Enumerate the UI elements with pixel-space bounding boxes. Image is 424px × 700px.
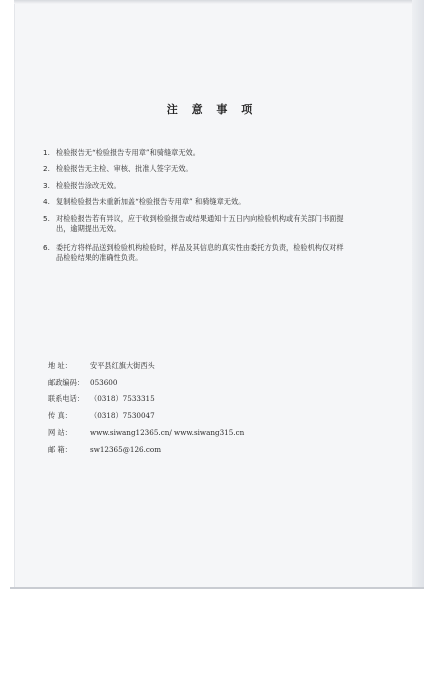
contact-value: 安平县红旗大街西头 <box>90 361 155 370</box>
contact-label: 网 站： <box>48 428 72 437</box>
scan-top-edge <box>14 0 420 4</box>
note-number: 4. <box>43 197 50 206</box>
contact-label: 邮 箱： <box>48 445 72 454</box>
paper-sheet <box>14 3 421 587</box>
note-text: 检验报告无“检验报告专用章”和骑缝章无效。 <box>56 148 200 157</box>
note-text: 复制检验报告未重新加盖“检验报告专用章” 和骑缝章无效。 <box>56 197 246 206</box>
page-title: 注 意 事 项 <box>166 103 258 116</box>
contact-phone <box>48 394 408 404</box>
scan-right-shadow <box>412 0 424 588</box>
note-text: 对检验报告若有异议，应于收到检验报告或结果通知十五日内向检验机构或有关部门书面提 出，逾期提出无效。 <box>56 214 344 233</box>
note-number: 3. <box>43 181 50 190</box>
note-number: 2. <box>43 164 50 173</box>
contact-value: sw12365@126.com <box>90 445 162 454</box>
contact-address <box>48 361 408 371</box>
contact-value: www.siwang12365.cn/ www.siwang315.cn <box>90 428 245 437</box>
contact-website <box>48 428 408 438</box>
note-number: 6. <box>43 243 50 252</box>
contact-label: 邮政编码： <box>48 378 84 387</box>
note-number: 1. <box>43 148 50 157</box>
paper-bottom-edge <box>10 587 424 589</box>
contact-label: 联系电话： <box>48 394 84 403</box>
contact-fax <box>48 411 408 421</box>
note-text: 检验报告无主检、审核、批准人签字无效。 <box>56 164 193 173</box>
contact-value: （0318）7533315 <box>90 394 155 403</box>
contact-label: 地 址： <box>48 361 72 370</box>
contact-postcode <box>48 378 408 388</box>
contact-label: 传 真： <box>48 411 72 420</box>
contact-value: （0318）7530047 <box>90 411 155 420</box>
note-text: 委托方将样品送到检验机构检验时，样品及其信息的真实性由委托方负责，检验机构仅对样 品检验结果的准确性负责。 <box>56 243 344 262</box>
contact-email <box>48 445 408 455</box>
contact-value: 053600 <box>90 378 118 387</box>
note-number: 5. <box>43 214 50 223</box>
note-text: 检验报告涂改无效。 <box>56 181 121 190</box>
